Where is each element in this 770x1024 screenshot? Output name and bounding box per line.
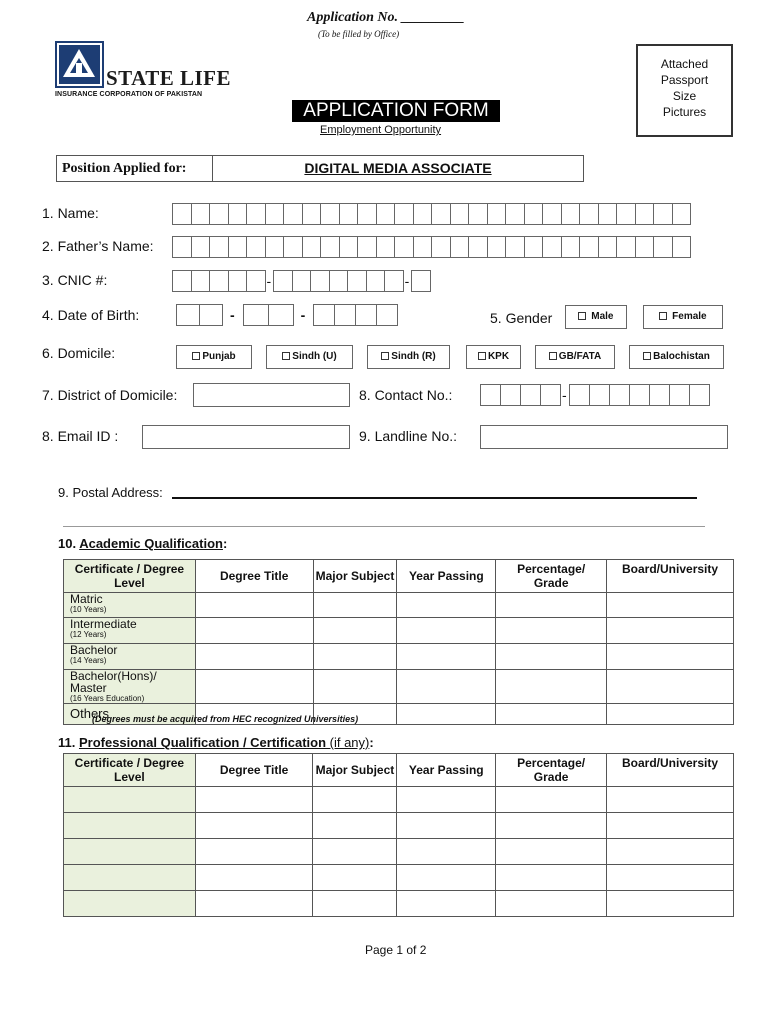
table-cell[interactable] [607,891,734,917]
table-cell[interactable] [195,813,313,839]
email-input[interactable] [142,425,350,449]
section-number: 10. [58,536,80,551]
dob-dash: - [230,307,235,323]
domicile-option-label: Punjab [202,351,236,362]
input-cell[interactable] [487,236,507,258]
input-cell[interactable] [176,304,200,326]
input-cell[interactable] [579,203,599,225]
table-cell[interactable] [195,670,313,704]
name-input-cells[interactable] [172,203,690,225]
table-row [64,813,734,839]
table-cell[interactable] [313,865,397,891]
cnic-input-cells[interactable] [172,270,430,292]
hec-note: (Degrees must be acquired from HEC recognized Universities) [92,714,359,724]
input-cell[interactable] [598,203,618,225]
degree-level-cell [64,618,196,644]
table-cell[interactable] [496,839,607,865]
contact-dash: - [562,387,567,403]
academic-section-title [58,536,227,551]
table-row [64,670,734,704]
input-cell[interactable] [283,203,303,225]
table-cell[interactable] [397,839,496,865]
table-cell[interactable] [496,891,607,917]
input-cell[interactable] [411,270,431,292]
input-cell[interactable] [357,236,377,258]
input-cell[interactable] [265,236,285,258]
input-cell[interactable] [320,203,340,225]
table-row [64,644,734,670]
table-cell[interactable] [64,891,196,917]
input-cell[interactable] [635,203,655,225]
input-cell[interactable] [468,236,488,258]
column-header: Major Subject [313,754,397,787]
table-cell[interactable] [313,787,397,813]
degree-duration: (14 Years) [70,656,107,665]
input-cell[interactable] [273,270,293,292]
degree-level: Bachelor(Hons)/ Master [70,669,157,695]
input-cell[interactable] [468,203,488,225]
table-cell[interactable] [496,813,607,839]
degree-level-cell [64,670,196,704]
table-row [64,618,734,644]
input-cell[interactable] [689,384,710,406]
domicile-option-punjab[interactable] [176,345,252,369]
table-row [64,891,734,917]
input-cell[interactable] [172,236,192,258]
column-header: Major Subject [313,560,397,593]
section-colon: : [222,536,228,551]
table-cell[interactable] [64,865,196,891]
input-cell[interactable] [542,236,562,258]
postal-address-line[interactable] [172,497,697,499]
table-cell[interactable] [496,670,607,704]
column-header: Year Passing [397,754,496,787]
degree-level: Intermediate [70,617,137,631]
input-cell[interactable] [561,236,581,258]
input-cell[interactable] [228,203,248,225]
checkbox-icon [192,352,200,360]
input-cell[interactable] [394,203,414,225]
input-cell[interactable] [246,236,266,258]
input-cell[interactable] [191,236,211,258]
domicile-option-sindh-r[interactable] [367,345,450,369]
input-cell[interactable] [413,203,433,225]
table-cell[interactable] [607,787,734,813]
state-life-logo-icon [55,41,104,88]
table-cell[interactable] [64,813,196,839]
input-cell[interactable] [228,270,248,292]
input-cell[interactable] [191,203,211,225]
district-label: 7. District of Domicile: [42,387,178,403]
table-cell[interactable] [607,593,734,618]
input-cell[interactable] [376,236,396,258]
gender-female-checkbox[interactable] [643,305,723,329]
table-cell[interactable] [397,593,496,618]
checkbox-icon [282,352,290,360]
postal-address-line[interactable] [63,526,705,527]
input-cell[interactable] [616,203,636,225]
checkbox-icon [659,312,667,320]
input-cell[interactable] [265,203,285,225]
input-cell[interactable] [629,384,650,406]
logo-name: STATE LIFE [106,66,232,90]
input-cell[interactable] [329,270,349,292]
input-cell[interactable] [339,203,359,225]
page-number: Page 1 of 2 [365,943,427,957]
table-cell[interactable] [397,787,496,813]
landline-label: 9. Landline No.: [359,428,458,444]
input-cell[interactable] [561,203,581,225]
table-cell[interactable] [195,891,313,917]
column-header: Percentage/ Grade [496,754,607,787]
table-cell[interactable] [195,593,313,618]
column-header: Certificate / Degree Level [64,560,196,593]
input-cell[interactable] [431,236,451,258]
input-cell[interactable] [669,384,690,406]
table-cell[interactable] [397,891,496,917]
name-label: 1. Name: [42,205,99,221]
table-cell[interactable] [397,865,496,891]
input-cell[interactable] [302,203,322,225]
table-cell[interactable] [607,813,734,839]
section-title-text: Professional Qualification / Certification [78,735,327,750]
input-cell[interactable] [384,270,404,292]
table-cell[interactable] [195,839,313,865]
degree-duration: (12 Years) [70,630,107,639]
input-cell[interactable] [376,304,398,326]
form-subtitle: Employment Opportunity [320,124,442,136]
contact-label: 8. Contact No.: [359,387,453,403]
column-header: Degree Title [195,560,313,593]
input-cell[interactable] [268,304,294,326]
table-row [64,865,734,891]
input-cell[interactable] [228,236,248,258]
father-name-label: 2. Father’s Name: [42,238,154,254]
table-header-row [64,754,734,787]
table-cell[interactable] [607,670,734,704]
input-cell[interactable] [520,384,541,406]
domicile-option-gb-fata[interactable] [535,345,615,369]
input-cell[interactable] [672,236,692,258]
input-cell[interactable] [302,236,322,258]
input-cell[interactable] [209,236,229,258]
domicile-option-kpk[interactable] [466,345,521,369]
checkbox-icon [578,312,586,320]
table-cell[interactable] [313,618,397,644]
input-cell[interactable] [199,304,223,326]
column-header: Certificate / Degree Level [64,754,196,787]
gender-male-checkbox[interactable] [565,305,627,329]
domicile-option-label: Sindh (R) [391,351,436,362]
table-cell[interactable] [397,644,496,670]
dob-input-cells[interactable] [176,304,397,326]
input-cell[interactable] [524,236,544,258]
domicile-option-sindh-u[interactable] [266,345,353,369]
input-cell[interactable] [366,270,386,292]
input-cell[interactable] [313,304,335,326]
professional-table [63,753,734,917]
position-value: DIGITAL MEDIA ASSOCIATE [304,160,492,176]
table-cell[interactable] [313,670,397,704]
domicile-option-balochistan[interactable] [629,345,724,369]
table-cell[interactable] [64,839,196,865]
table-cell[interactable] [496,644,607,670]
table-cell[interactable] [195,644,313,670]
table-cell[interactable] [607,865,734,891]
input-cell[interactable] [320,236,340,258]
input-cell[interactable] [569,384,590,406]
contact-input-cells[interactable] [480,384,709,406]
table-cell[interactable] [607,839,734,865]
section-suffix: (if any) [326,735,370,750]
table-cell[interactable] [607,644,734,670]
input-cell[interactable] [649,384,670,406]
input-cell[interactable] [172,203,192,225]
input-cell[interactable] [540,384,561,406]
position-applied-box [56,155,584,182]
checkbox-icon [381,352,389,360]
input-cell[interactable] [598,236,618,258]
cnic-dash: - [266,273,272,289]
dob-label: 4. Date of Birth: [42,307,140,323]
table-header-row [64,560,734,593]
application-number: Application No. _________ [307,10,465,25]
input-cell[interactable] [376,203,396,225]
degree-level: Bachelor [70,643,118,657]
table-cell[interactable] [313,593,397,618]
district-input[interactable] [193,383,350,407]
input-cell[interactable] [524,203,544,225]
degree-duration: (16 Years Education) [70,694,145,703]
degree-level: Matric [70,592,103,606]
input-cell[interactable] [609,384,630,406]
table-cell[interactable] [195,787,313,813]
input-cell[interactable] [334,304,356,326]
input-cell[interactable] [283,236,303,258]
input-cell[interactable] [191,270,211,292]
gender-female-label: Female [672,311,707,322]
input-cell[interactable] [413,236,433,258]
table-cell[interactable] [397,670,496,704]
column-header: Year Passing [397,560,496,593]
input-cell[interactable] [653,236,673,258]
input-cell[interactable] [635,236,655,258]
input-cell[interactable] [243,304,269,326]
table-cell[interactable] [496,618,607,644]
checkbox-icon [549,352,557,360]
table-cell[interactable] [397,813,496,839]
input-cell[interactable] [431,203,451,225]
table-cell[interactable] [496,593,607,618]
table-cell[interactable] [607,704,734,725]
table-cell[interactable] [195,618,313,644]
input-cell[interactable] [357,203,377,225]
input-cell[interactable] [209,203,229,225]
table-cell[interactable] [496,704,607,725]
academic-table [63,559,734,725]
form-title: APPLICATION FORM [292,100,500,122]
input-cell[interactable] [616,236,636,258]
table-cell[interactable] [313,813,397,839]
professional-section-title [58,735,374,750]
table-cell[interactable] [64,787,196,813]
input-cell[interactable] [450,236,470,258]
input-cell[interactable] [505,236,525,258]
input-cell[interactable] [480,384,501,406]
input-cell[interactable] [394,236,414,258]
table-cell[interactable] [397,618,496,644]
column-header: Percentage/ Grade [496,560,607,593]
input-cell[interactable] [589,384,610,406]
input-cell[interactable] [172,270,192,292]
input-cell[interactable] [487,203,507,225]
passport-photo-box [636,44,733,137]
column-header: Board/University [607,560,734,593]
input-cell[interactable] [246,270,266,292]
table-cell[interactable] [397,704,496,725]
degree-duration: (10 Years) [70,605,107,614]
father-name-input-cells[interactable] [172,236,690,258]
landline-input[interactable] [480,425,728,449]
input-cell[interactable] [292,270,312,292]
table-cell[interactable] [313,891,397,917]
cnic-label: 3. CNIC #: [42,272,108,288]
input-cell[interactable] [339,236,359,258]
checkbox-icon [643,352,651,360]
gender-male-label: Male [591,311,614,322]
input-cell[interactable] [450,203,470,225]
domicile-option-label: Sindh (U) [292,351,337,362]
dob-dash: - [300,307,306,323]
input-cell[interactable] [653,203,673,225]
table-cell[interactable] [607,618,734,644]
domicile-option-label: KPK [487,351,510,362]
domicile-label: 6. Domicile: [42,345,116,361]
section-colon: : [369,735,374,750]
degree-level: Others [70,706,110,721]
table-cell[interactable] [195,865,313,891]
section-number: 11. [58,735,79,750]
section-title-text: Academic Qualification [79,536,223,551]
input-cell[interactable] [209,270,229,292]
table-cell[interactable] [313,644,397,670]
input-cell[interactable] [672,203,692,225]
degree-level-cell [64,593,196,618]
domicile-option-label: GB/FATA [558,351,602,362]
input-cell[interactable] [542,203,562,225]
postal-label: 9. Postal Address: [58,485,163,500]
input-cell[interactable] [505,203,525,225]
column-header: Board/University [607,754,734,787]
cnic-dash: - [404,273,410,289]
input-cell[interactable] [246,203,266,225]
email-label: 8. Email ID : [42,428,119,444]
checkbox-icon [478,352,486,360]
table-cell[interactable] [496,787,607,813]
table-row [64,839,734,865]
table-row [64,787,734,813]
input-cell[interactable] [500,384,521,406]
table-cell[interactable] [313,839,397,865]
position-label: Position Applied for: [57,156,213,181]
application-number-note: (To be filled by Office) [318,29,400,39]
table-cell[interactable] [496,865,607,891]
input-cell[interactable] [347,270,367,292]
table-row [64,593,734,618]
input-cell[interactable] [355,304,377,326]
gender-label: 5. Gender [490,310,553,326]
degree-level-cell [64,644,196,670]
domicile-option-label: Balochistan [653,351,710,362]
input-cell[interactable] [579,236,599,258]
column-header: Degree Title [195,754,313,787]
input-cell[interactable] [310,270,330,292]
logo-subtitle: INSURANCE CORPORATION OF PAKISTAN [55,91,203,98]
photo-box-label: Attached Passport Size Pictures [660,57,709,119]
